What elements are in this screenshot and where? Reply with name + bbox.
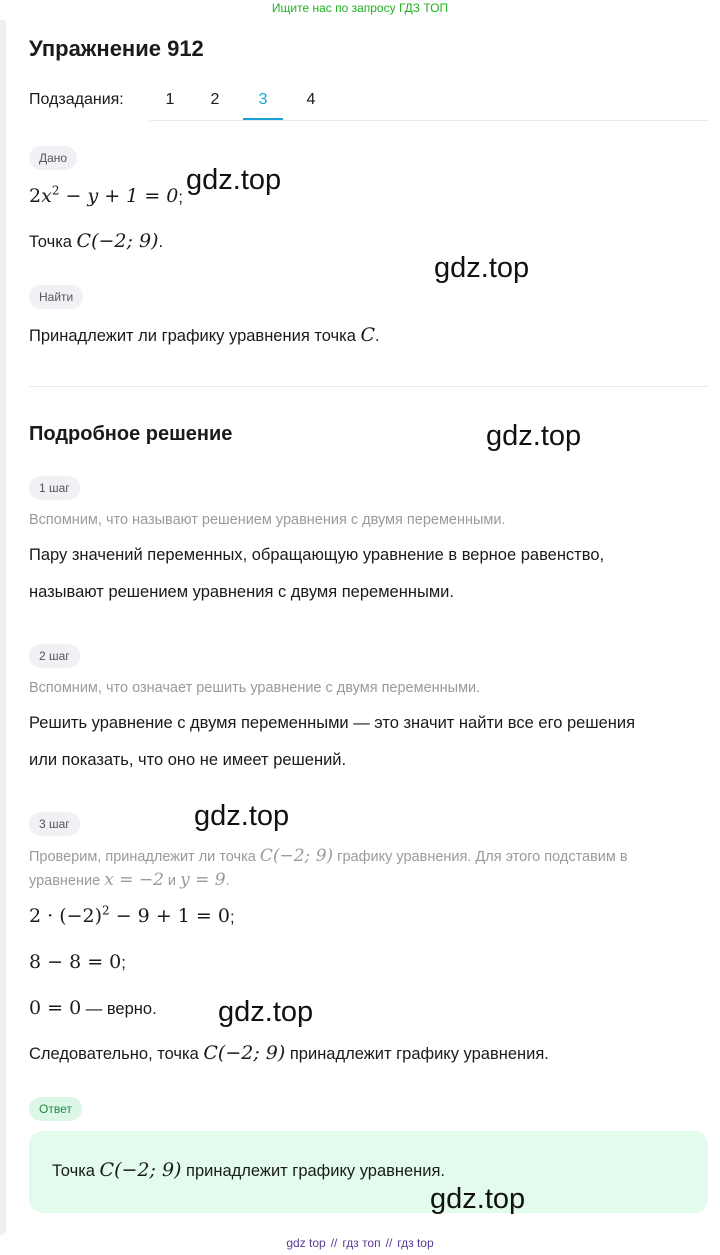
footer-link-gdz-top-ru[interactable]: гдз топ — [342, 1236, 381, 1250]
step-1-line-1: Пару значений переменных, обращающую уравнение в верное равенство, — [29, 546, 605, 564]
answer-badge: Ответ — [29, 1097, 82, 1121]
step-1-line-2: называют решением уравнения с двумя переменными. — [29, 583, 454, 601]
step-2-line-1: Решить уравнение с двумя переменными — это значит найти все его решения — [29, 714, 636, 732]
footer-link-gdz-top-mixed[interactable]: гдз top — [397, 1236, 434, 1250]
tab-subtask-3[interactable]: 3 — [243, 82, 283, 120]
step-1-hint: Вспомним, что называют решением уравнения с двумя переменными. — [29, 512, 506, 528]
find-question: Принадлежит ли графику уравнения точка C. — [29, 324, 380, 346]
watermark-text: gdz.top — [186, 164, 282, 196]
step-3-hint-line-2: уравнение x = −2 и y = 9. — [29, 870, 230, 890]
watermark-text: gdz.top — [218, 996, 314, 1028]
step-3-calc-3: 0 = 0 — верно. — [29, 997, 157, 1019]
step-2-hint: Вспомним, что означает решить уравнение с двумя переменными. — [29, 680, 481, 696]
footer-separator: // — [330, 1236, 338, 1250]
step-2-badge: 2 шаг — [29, 644, 80, 668]
footer-separator: // — [385, 1236, 393, 1250]
watermark-text: gdz.top — [486, 420, 582, 452]
watermark-text: gdz.top — [194, 800, 290, 832]
watermark-text: gdz.top — [430, 1183, 526, 1215]
answer-box — [29, 1131, 708, 1213]
step-3-badge: 3 шаг — [29, 812, 80, 836]
given-badge: Дано — [29, 146, 77, 170]
subtasks-label: Подзадания: — [29, 91, 124, 108]
top-search-hint-link[interactable]: Ищите нас по запросу ГДЗ ТОП — [271, 1, 449, 15]
step-3-calc-2: 8 − 8 = 0; — [29, 951, 126, 973]
find-badge: Найти — [29, 285, 83, 309]
step-1-badge: 1 шаг — [29, 476, 80, 500]
step-3-conclusion: Следовательно, точка C(−2; 9) принадлежит графику уравнения. — [29, 1042, 549, 1064]
footer-link-gdz-top[interactable]: gdz top — [286, 1236, 326, 1250]
step-3-calc-1: $2 \cdot (-2)^2 - 9 + 1 = 0$; — [29, 904, 235, 928]
tab-subtask-4[interactable]: 4 — [306, 91, 316, 108]
given-point: Точка C(−2; 9). — [29, 230, 164, 252]
watermark-text: gdz.top — [434, 252, 530, 284]
solution-heading: Подробное решение — [29, 423, 233, 445]
footer-links — [0, 1236, 720, 1250]
tab-subtask-2[interactable]: 2 — [210, 91, 220, 108]
page-title: Упражнение 912 — [29, 36, 204, 61]
subtask-tabs — [150, 82, 708, 121]
tab-subtask-1[interactable]: 1 — [165, 91, 175, 108]
answer-text: Точка C(−2; 9) принадлежит графику уравнения. — [52, 1159, 446, 1181]
step-3-hint-line-1: Проверим, принадлежит ли точка C(−2; 9) графику уравнения. Для этого подставим в — [29, 846, 628, 866]
section-divider — [29, 386, 708, 387]
given-equation: $2x^2 - y + 1 = 0$; — [29, 184, 183, 208]
step-2-line-2: или показать, что оно не имеет решений. — [29, 751, 347, 769]
card-left-edge — [0, 20, 6, 1235]
